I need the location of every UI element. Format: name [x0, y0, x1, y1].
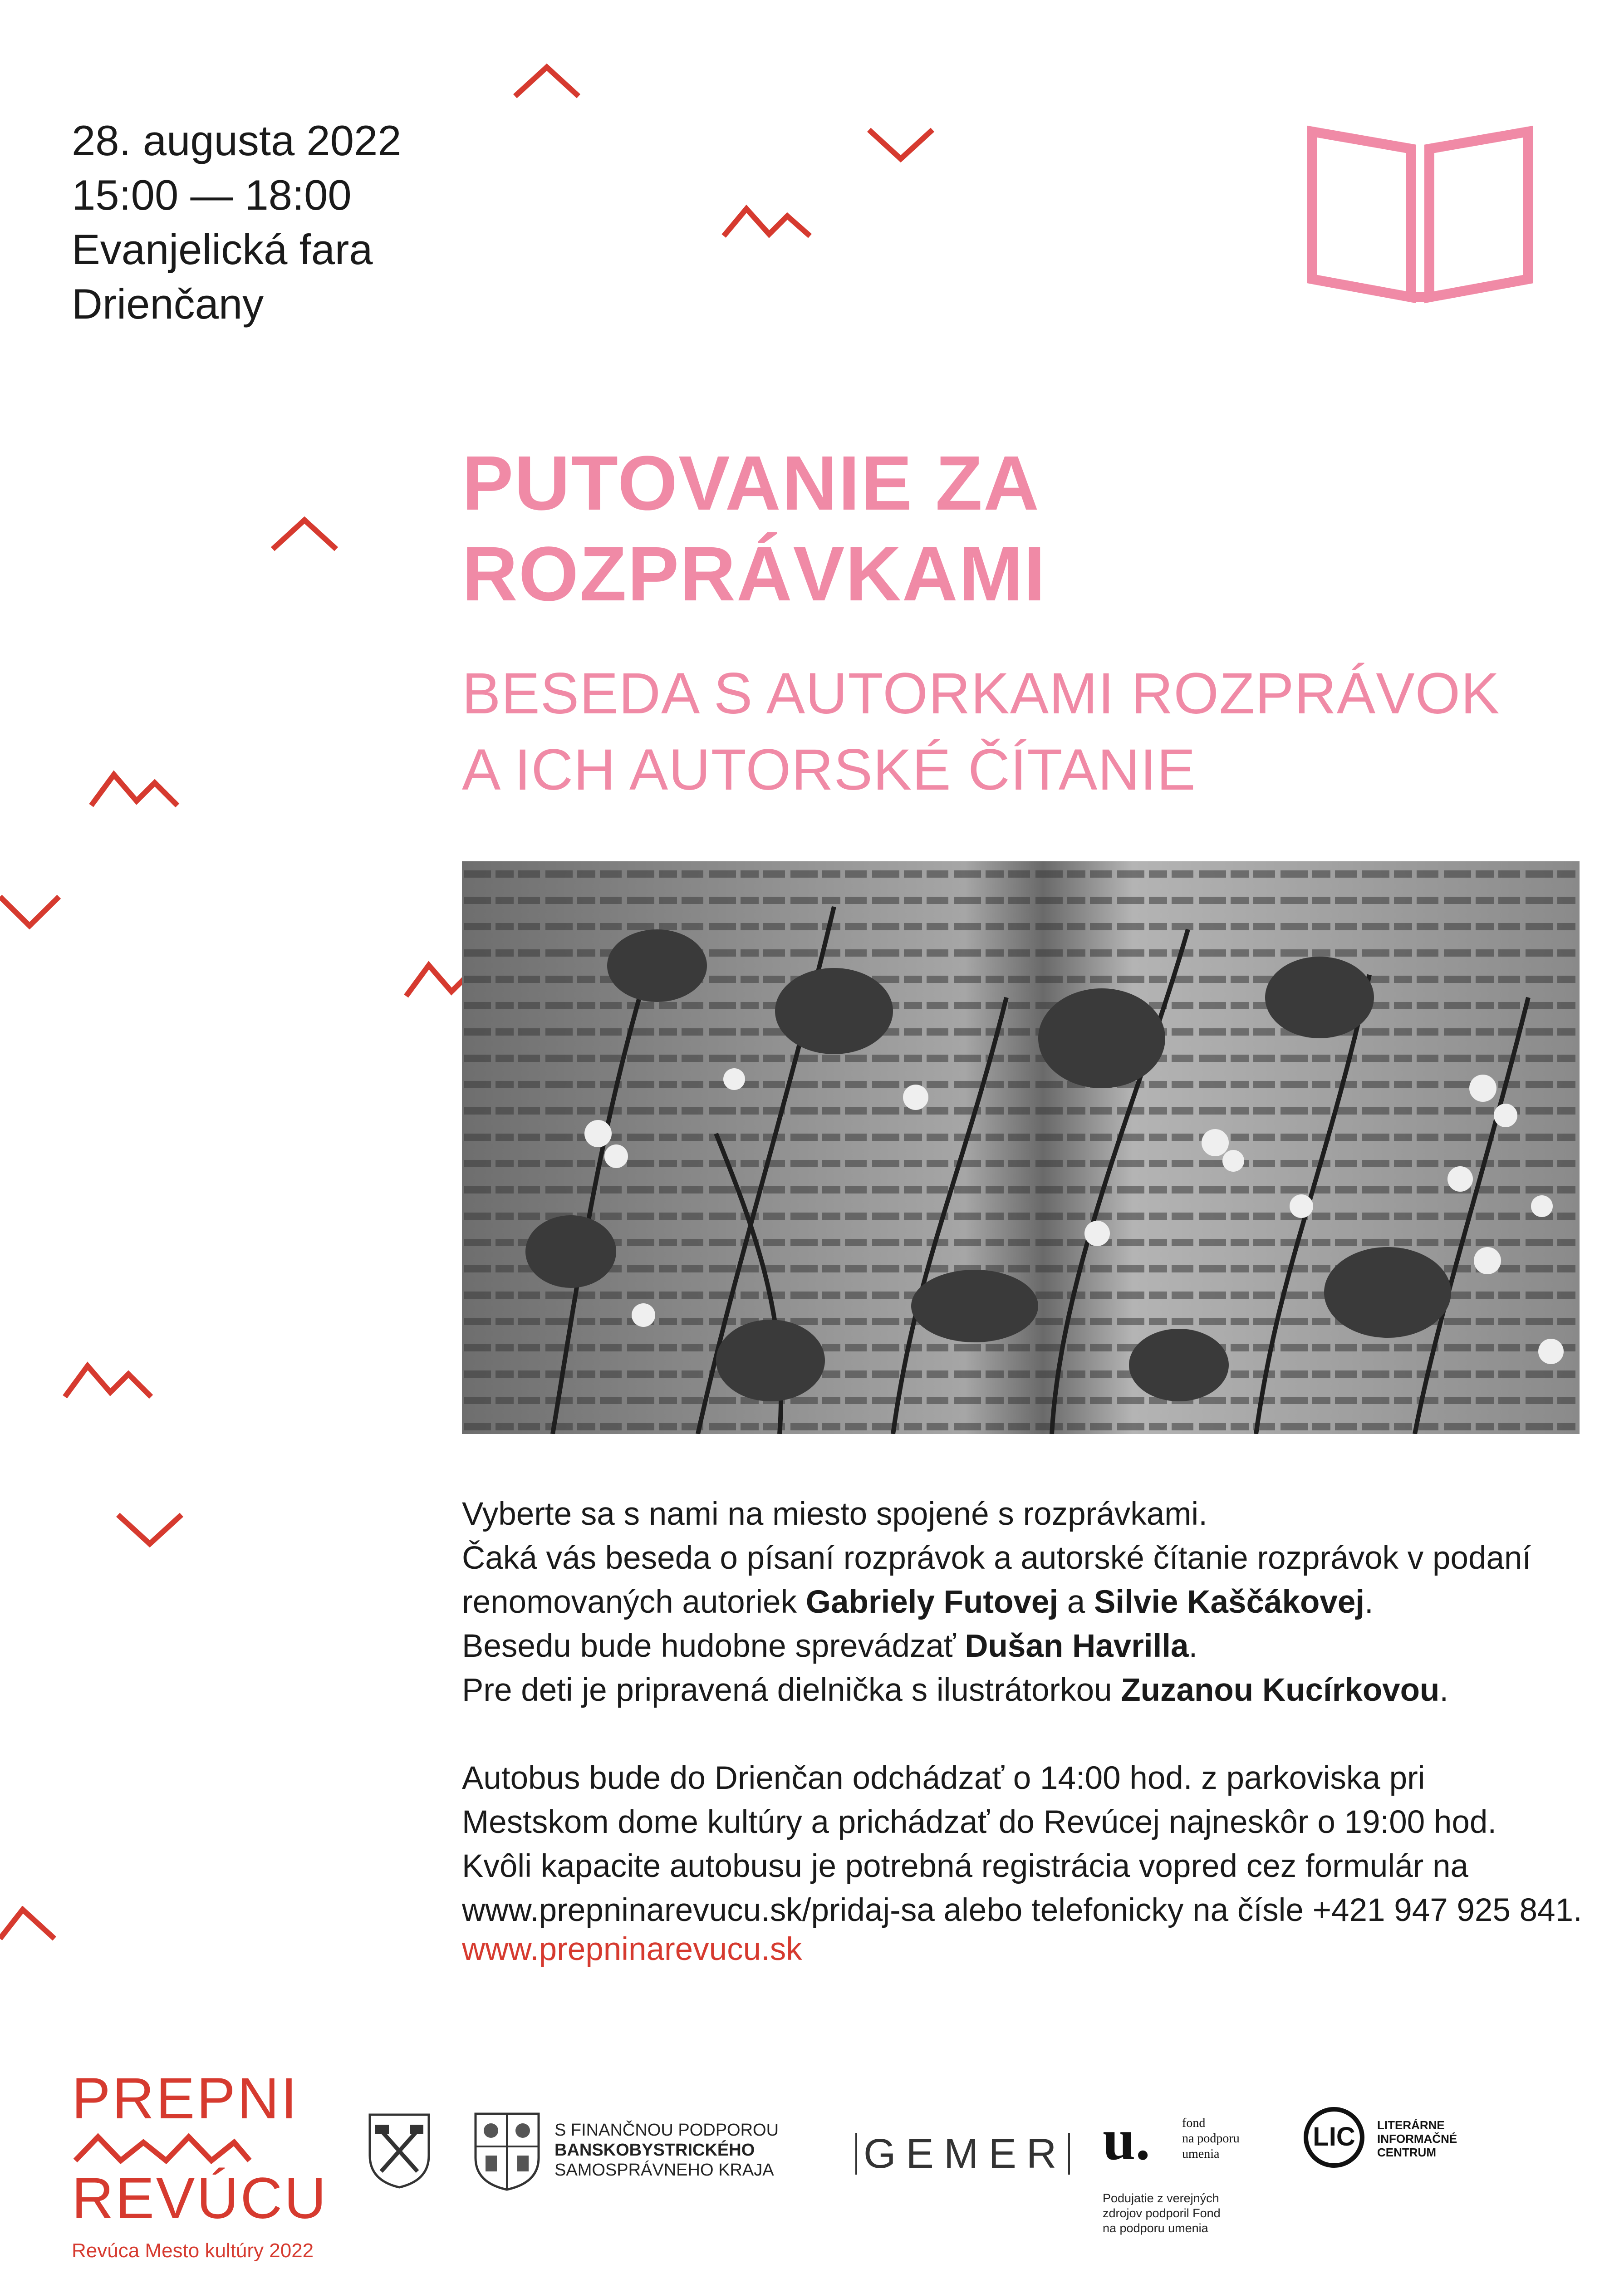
- brand-line-1: PREPNI: [72, 2066, 299, 2131]
- brand-tagline: Revúca Mesto kultúry 2022: [72, 2240, 314, 2262]
- lic-name: [1377, 2118, 1457, 2159]
- musician-name: Dušan Havrilla: [965, 1628, 1189, 1664]
- author-name: Gabriely Futovej: [805, 1584, 1059, 1620]
- fpu-note-line-1: Podujatie z verejných: [1103, 2191, 1219, 2205]
- event-description: [462, 1492, 1596, 1976]
- fpu-name: [1182, 2116, 1240, 2162]
- fpu-note: [1103, 2191, 1221, 2236]
- fpu-name-line-3: umenia: [1182, 2147, 1220, 2161]
- chevron-down-icon: [867, 126, 935, 162]
- text-line: [462, 1624, 1596, 1668]
- chevron-zigzag-icon: [89, 769, 180, 810]
- text-line: Kvôli kapacite autobusu je potrebná registrácia vopred cez formulár na: [462, 1848, 1469, 1884]
- title-line-1: PUTOVANIE ZA: [462, 440, 1040, 526]
- chevron-zigzag-icon: [721, 203, 812, 240]
- subtitle-line-1: BESEDA S AUTORKAMI ROZPRÁVOK: [462, 661, 1500, 726]
- lic-name-line-3: CENTRUM: [1377, 2146, 1436, 2159]
- text-fragment: a: [1058, 1584, 1094, 1620]
- lic-name-line-2: INFORMAČNÉ: [1377, 2132, 1457, 2146]
- text-line: Mestskom dome kultúry a prichádzať do Revúcej najneskôr o 19:00 hod.: [462, 1804, 1497, 1840]
- transport-paragraph: [462, 1756, 1596, 1932]
- prepni-revucu-logo: [72, 2067, 328, 2262]
- text-fragment: .: [1439, 1672, 1449, 1708]
- chevron-up-icon: [513, 64, 581, 100]
- text-fragment: renomovaných autoriek: [462, 1584, 806, 1620]
- bbsk-line-3: SAMOSPRÁVNEHO KRAJA: [554, 2161, 774, 2180]
- event-venue: Evanjelická fara: [72, 226, 373, 273]
- bbsk-line-1: S FINANČNOU PODPOROU: [554, 2121, 779, 2140]
- website-link[interactable]: www.prepninarevucu.sk: [462, 1931, 802, 1967]
- page-subtitle: [462, 656, 1596, 808]
- event-info: [72, 113, 402, 331]
- bbsk-support-text: [554, 2120, 779, 2180]
- text-line: Čaká vás beseda o písaní rozprávok a autorské čítanie rozprávok v podaní: [462, 1540, 1531, 1576]
- chevron-up-icon: [270, 516, 339, 553]
- chevron-zigzag-icon: [63, 1360, 153, 1401]
- description-paragraph: [462, 1492, 1596, 1712]
- bbsk-line-2: BANSKOBYSTRICKÉHO: [554, 2141, 755, 2160]
- event-date: 28. augusta 2022: [72, 117, 402, 164]
- text-line: Autobus bude do Drienčan odchádzať o 14:00 hod. z parkoviska pri: [462, 1760, 1425, 1796]
- gemer-logo: GEMER: [855, 2133, 1070, 2175]
- brand-zigzag-icon: [72, 2132, 253, 2164]
- lic-mark: LIC: [1313, 2122, 1355, 2151]
- fpu-note-line-3: na podporu umenia: [1103, 2221, 1208, 2235]
- event-place: Drienčany: [72, 280, 264, 328]
- text-fragment: .: [1188, 1628, 1198, 1664]
- fpu-mark: u.: [1103, 2107, 1150, 2172]
- revuca-coat-of-arms-icon: [365, 2110, 433, 2192]
- fpu-name-line-1: fond: [1182, 2116, 1206, 2130]
- lic-name-line-1: LITERÁRNE: [1377, 2118, 1445, 2132]
- author-name: Silvie Kaščákovej: [1094, 1584, 1365, 1620]
- title-line-2: ROZPRÁVKAMI: [462, 531, 1046, 617]
- fpu-note-line-2: zdrojov podporil Fond: [1103, 2206, 1221, 2220]
- text-fragment: Besedu bude hudobne sprevádzať: [462, 1628, 965, 1664]
- text-line: [462, 1580, 1596, 1624]
- text-line: www.prepninarevucu.sk/pridaj-sa alebo telefonicky na čísle +421 947 925 841.: [462, 1892, 1582, 1928]
- open-book-icon: [1307, 123, 1534, 306]
- chevron-up-icon: [0, 1906, 59, 1942]
- fpu-name-line-2: na podporu: [1182, 2131, 1240, 2146]
- text-line: Vyberte sa s nami na miesto spojené s rozprávkami.: [462, 1496, 1207, 1532]
- bbsk-coat-of-arms-icon: [472, 2110, 542, 2194]
- page-title: [462, 438, 1596, 619]
- subtitle-line-2: A ICH AUTORSKÉ ČÍTANIE: [462, 737, 1196, 802]
- chevron-down-icon: [0, 893, 64, 929]
- chevron-down-icon: [116, 1511, 184, 1547]
- text-fragment: Pre deti je pripravená dielnička s ilustrátorkou: [462, 1672, 1121, 1708]
- brand-line-2: REVÚCU: [72, 2166, 328, 2231]
- book-flowers-photo: [462, 861, 1580, 1434]
- illustrator-name: Zuzanou Kucírkovou: [1121, 1672, 1440, 1708]
- text-line: [462, 1668, 1596, 1712]
- text-fragment: .: [1364, 1584, 1374, 1620]
- event-time: 15:00 — 18:00: [72, 171, 352, 219]
